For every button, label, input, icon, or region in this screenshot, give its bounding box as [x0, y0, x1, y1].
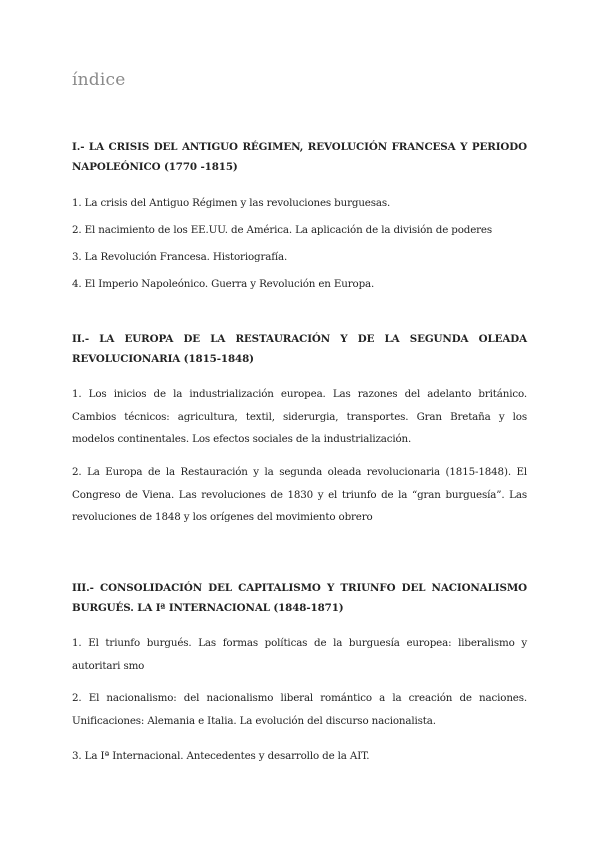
list-item: 2. El nacionalismo: del nacionalismo liberal romántico a la creación de naciones. Unificaciones: Alemania e Italia. La evolución del discurso nacionalista.: [72, 692, 527, 727]
list-item: 1. El triunfo burgués. Las formas políticas de la burguesía europea: liberalismo y autoritari smo: [72, 637, 527, 672]
list-item: 2. La Europa de la Restauración y la segunda oleada revolucionaria (1815-1848). El Congreso de Viena. Las revoluciones de 1830 y el triunfo de la “gran burguesía”. Las revoluciones de 1848 y los orígenes del movimiento obrero: [72, 466, 527, 523]
section-heading: III.- CONSOLIDACIÓN DEL CAPITALISMO Y TRIUNFO DEL NACIONALISMO BURGUÉS. LA Iª INTERNACIONAL (1848-1871): [72, 582, 527, 614]
section-heading: I.- LA CRISIS DEL ANTIGUO RÉGIMEN, REVOLUCIÓN FRANCESA Y PERIODO NAPOLEÓNICO (1770 -1815): [72, 141, 527, 173]
list-item: 2. El nacimiento de los EE.UU. de América. La aplicación de la división de poderes: [72, 224, 493, 236]
list-item: 4. El Imperio Napoleónico. Guerra y Revolución en Europa.: [72, 278, 375, 290]
list-item: 1. La crisis del Antiguo Régimen y las revoluciones burguesas.: [72, 197, 391, 209]
page-title: índice: [72, 70, 126, 90]
list-item: 1. Los inicios de la industrialización europea. Las razones del adelanto británico. Cambios técnicos: agricultura, textil, siderurgia, transportes. Gran Bretaña y los modelos continentales. Los efectos sociales de la industrialización.: [72, 388, 527, 445]
list-item: 3. La Iª Internacional. Antecedentes y desarrollo de la AIT.: [72, 750, 370, 762]
section-heading: II.- LA EUROPA DE LA RESTAURACIÓN Y DE LA SEGUNDA OLEADA REVOLUCIONARIA (1815-1848): [72, 333, 527, 365]
list-item: 3. La Revolución Francesa. Historiografía.: [72, 251, 288, 263]
